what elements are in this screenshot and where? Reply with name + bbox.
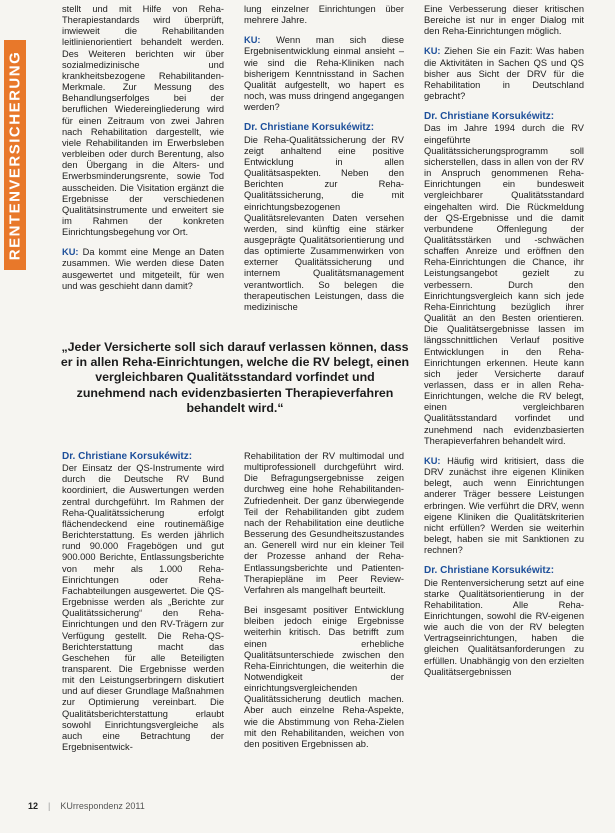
speaker-name: Dr. Christiane Korsukéwitz: [424, 565, 555, 577]
question-text: Häufig wird kritisiert, dass die DRV zunächst ihre eigenen Kliniken belegt, auch wenn Einrichtungen anderer Träger bessere Leistungen erbringen. Wie verführt die DRV, wenn eigene Kliniken die Qualitätskriterien nicht erfüllen? Werden sie weiterhin belegt, haben sie mit Sanktionen zu rechnen? [424, 455, 584, 556]
ku-marker: KU: [244, 35, 261, 46]
section-label [4, 40, 26, 270]
column-bottom-left [62, 451, 224, 815]
question [424, 46, 584, 102]
question [62, 247, 224, 292]
answer-text: Das im Jahre 1994 durch die RV eingeführte Qualitätssicherungsprogramm soll sicherstellen, dass in allen von der RV in Anspruch genommenen Reha-Einrichtungen ein bundesweit vergleichbarer Qualitätsstandard eingehalten wird. Die Rückmeldung der QS-Ergebnisse und die damit verbundene Offenlegung der Qualitätsstärken und -schwächen schaffen Anreize und eröffnen den Reha-Einrichtungen die Chance, ihr Leistungsangebot gezielt zu verbessern. Durch den Einrichtungsvergleich kann sich jede Reha-Einrichtung bezüglich ihrer Qualität an den Besten orientieren. Die Qualitätsergebnisse lassen im längsschnittlichen Verlauf positive Entwicklungen in den Reha-Einrichtungen erkennen. Heute kann sich jeder Versicherte darauf verlassen, dass er in allen Reha-Einrichtungen, welche die RV belegt, einen vergleichbaren Qualitätsstandard vorfindet und zunehmend nach evidenzbasierten Therapieverfahren behandelt wird. [424, 123, 584, 446]
answer-text: Die Rentenversicherung setzt auf eine starke Qualitätsorientierung in der Rehabilitation. Alle Reha-Einrichtungen, sowohl die RV-eigenen wie auch die von der RV belegten Vertragseinrichtungen, haben die gleichen Qualitätsanforderungen zu erfüllen. Unabhängig von den erzielten Qualitätsergebnissen [424, 577, 584, 677]
section-label-text: RENTENVERSICHERUNG [6, 50, 24, 260]
paragraph: Rehabilitation der RV multimodal und multiprofessionell durchgeführt wird. Die Befragungsergebnisse zeigen durchweg eine hohe Rehabilitanden-Zufriedenheit. Der ganz überwiegende Teil der Rehabilitanden gibt zudem nach der Rehabilitation eine deutliche Besserung des Gesundheitszustandes an. Generell wird nur ein kleiner Teil der Prozesse anhand der Reha-Entlassungsberichte und Patienten-Therapiepläne im Peer Review-Verfahren als mangelhaft beurteilt. [244, 451, 404, 595]
question [424, 456, 584, 556]
speaker-name: Dr. Christiane Korsukéwitz: [424, 111, 555, 123]
ku-marker: KU: [62, 247, 79, 258]
column-right [424, 4, 584, 774]
question-text: Ziehen Sie ein Fazit: Was haben die Aktivitäten in Sachen QS und QS bisher aus Sicht der DRV für die Rehabilitation in Deutschland gebracht? [424, 46, 584, 102]
question [244, 35, 404, 113]
column-bottom-middle [244, 451, 404, 815]
sidebar [0, 0, 28, 833]
answer-text: Die Reha-Qualitätssicherung der RV zeigt anhaltend eine positive Entwicklung in allen Qualitätsaspekten. Neben den Berichten zur Reha-Qualitätssicherung, die mit einrichtungsbezogenen Qualitätsrelevanten Daten versehen werden, sind künftig eine stärker ausgeprägte Qualitätsorientierung und das optimierte Zusammenwirken von externer Qualitätssicherung und internem Qualitätsmanagement verantwortlich. So belegen die therapeutischen Leistungen, dass die medizinische [244, 134, 404, 312]
question-text: Wenn man sich diese Ergebnisentwicklung einmal ansieht – wie sind die Reha-Kliniken nach bisherigem Kenntnisstand in Sachen Qualität aufgestellt, wo hapert es noch, was muss dringend angegangen werden? [244, 35, 404, 113]
answer [62, 451, 224, 753]
ku-marker: KU: [424, 46, 441, 57]
speaker-name: Dr. Christiane Korsukéwitz: [62, 451, 193, 462]
paragraph: lung einzelner Einrichtungen über mehrere Jahre. [244, 4, 404, 26]
issue-label: KUrrespondenz 2011 [60, 801, 145, 811]
column-top-middle [244, 4, 404, 322]
pull-quote: „Jeder Versicherte soll sich darauf verlassen können, dass er in allen Reha-Einrichtungen, welche die RV belegt, einen vergleichbaren Qualitätsstandard vorfindet und zunehmend nach evidenzbasierten Therapieverfahren behandelt wird.“ [60, 340, 410, 415]
paragraph: Bei insgesamt positiver Entwicklung bleiben jedoch einige Ergebnisse weiterhin kritisch. Das betrifft zum einen erhebliche Qualitätsunterschiede zwischen den Reha-Einrichtungen, die weiterhin die Notwendigkeit der einrichtungsvergleichenden Qualitätssicherung deutlich machen. Aber auch einzelne Reha-Aspekte, wie die Abstimmung von Reha-Zielen mit den Rehabilitanden, weichen von den positiven Ergebnissen ab. [244, 605, 404, 749]
speaker-name: Dr. Christiane Korsukéwitz: [244, 122, 375, 134]
paragraph: Eine Verbesserung dieser kritischen Bereiche ist nur in enger Dialog mit den Reha-Einrichtungen möglich. [424, 4, 584, 37]
page-number: 12 [28, 801, 39, 811]
answer [244, 122, 404, 313]
footer-divider: | [48, 801, 51, 811]
question-text: Da kommt eine Menge an Daten zusammen. Wie werden diese Daten ausgewertet und mitgeteilt, für wen und was geschieht dann damit? [62, 247, 224, 291]
answer-text: Der Einsatz der QS-Instrumente wird durch die Deutsche RV Bund koordiniert, die Auswertungen werden zentral durchgeführt. Im Rahmen der Reha-Qualitätssicherung erfolgt flächendeckend eine routinemäßige Berichterstattung. Es werden jährlich rund 90.000 Fragebögen und gut 900.000 Berichte, Entlassungsberichte von mehr als 1.000 Reha-Einrichtungen oder Reha-Fachabteilungen ausgewertet. Die QS-Ergebnisse werden als „Berichte zur Qualitätssicherung“ den Reha-Einrichtungen und den RV-Trägern zur Verfügung gestellt. Die Reha-QS-Berichterstattung macht das Geschehen für alle Beteiligten transparent. Die Ergebnisse werden mit den Leistungserbringern diskutiert und auf dieser Grundlage Maßnahmen zur Optimierung vereinbart. Die Qualitätsberichterstattung erlaubt sowohl Einrichtungsvergleiche als auch eine Betrachtung der Ergebnisentwick- [62, 463, 224, 753]
answer [424, 565, 584, 678]
column-top-left [62, 4, 224, 322]
paragraph: stellt und mit Hilfe von Reha-Therapiestandards wird überprüft, inwieweit die Rehabilitanden leitlinienorientiert behandelt werden. Des Weiteren berichten wir über sozialmedizinische und krankheitsbezogene Rehabilitanden-Merkmale. Zur Messung des Behandlungserfolges bei der beruflichen Wiedereingliederung wird für einen Zeitraum von zwei Jahren nach Rehabilitation dargestellt, wie viele Rehabilitanden im Erwerbsleben verbleiben oder durch Berentung, also den Übergang in die Alters- und Erwerbsminderungsrente, sowie Tod ausscheiden. Die Visitation ergänzt die Ergebnisse der verschiedenen Qualitätsinstrumente und erweitert sie im Rahmen der konkreten Einrichtungsbegehung vor Ort. [62, 4, 224, 238]
ku-marker: KU: [424, 455, 441, 466]
answer [424, 111, 584, 447]
page-footer [28, 801, 208, 815]
